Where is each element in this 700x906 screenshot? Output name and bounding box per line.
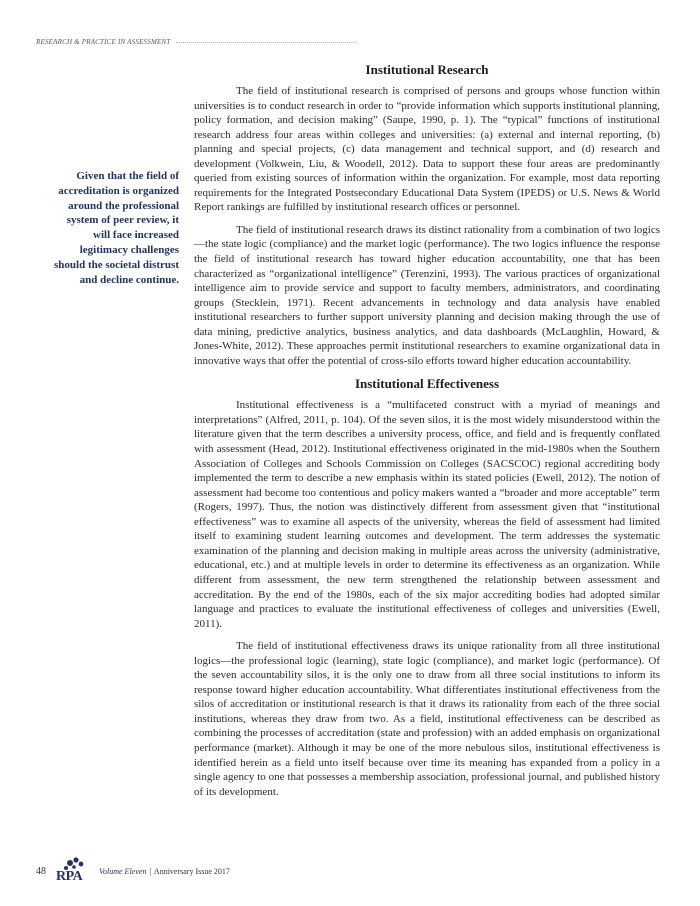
page-number: 48 (36, 865, 46, 877)
main-text-column (194, 62, 660, 807)
running-head-rule (176, 42, 356, 43)
footer-separator: | (149, 866, 151, 876)
paragraph: The field of institutional effectiveness draws its unique rationality from all three institutional logics—the professional logic (learning), state logic (compliance), and market logic (performance). Of the seven accountability silos, it is the only one to draw from all three social institutions to inform its response toward higher education accountability. What differentiates institutional effectiveness from the silos of accreditation or institutional research is that it draws its rationality from each of the three social institutions, whereas they draw from two. As a field, institutional effectiveness can be described as combining the processes of accreditation (state and profession) with an added emphasis on organizational performance (market). Although it may be one of the more nebulous silos, institutional effectiveness is identified herein as a field unto itself because over time its meaning has expanded from a policy in a single agency to one that possesses a membership association, professional journal, and published history of its development. (194, 640, 660, 798)
section-heading-institutional-effectiveness: Institutional Effectiveness (354, 376, 500, 392)
running-head (36, 36, 356, 48)
logo-text: RPA (56, 869, 83, 884)
paragraph: The field of institutional research is comprised of persons and groups whose function within universities is to conduct research in order to “provide information which supports institutional planning, policy formation, and decision making” (Saupe, 1990, p. 1). The “typical” functions of institutional research address four areas within colleges and universities: (a) external and internal reporting, (b) planning and special projects, (c) data management and technical support, and (d) research and development (Volkwein, Liu, & Woodell, 2012). Data to support these four areas are predominantly queried from existing sources of information within the organization. For example, most data reporting requirements for the Integrated Postsecondary Educational Data System (IPEDS) or U.S. News & World Report rankings are fulfilled by institutional research offices or personnel. (194, 85, 660, 214)
running-head-text: RESEARCH & PRACTICE IN ASSESSMENT (36, 38, 171, 46)
rpa-logo (56, 857, 94, 885)
issue-label: Anniversary Issue 2017 (153, 866, 230, 876)
volume-label: Volume Eleven (99, 866, 147, 876)
paragraph: Institutional effectiveness is a “multifaceted construct with a myriad of meanings and interpretations” (Alfred, 2011, p. 104). Of the seven silos, it is the most widely misunderstood within the literature given that the term describes a university process, office, and field and is frequently conflated with assessment (Head, 2012). Institutional effectiveness originated in the mid-1980s when the Southern Association of Colleges and Schools Commission on Colleges (SACSCOC) regional accrediting body implemented the term to describe a new emphasis within its stated policies (Ewell, 2012). The notion of assessment had become too contentious and policy makers wanted a “broader and more acceptable” term (Rogers, 1997). Thus, the notion was distinctively different from assessment given that “institutional effectiveness” was to examine all aspects of the university, whereas the field of assessment had limited itself to examining student learning outcomes and development. The term addresses the systematic examination of the planning and decision making in multiple areas across the university (administrative, educational, etc.) and at multiple levels in order to determine its effectiveness as an organization. While different from assessment, the new term strengthened the relationship between assessment and accreditation. By the end of the 1980s, each of the six major accrediting bodies had adopted similar language and practices to evaluate the institutional effectiveness of colleges and universities (Ewell, 2011). (194, 399, 660, 630)
paragraph: The field of institutional research draws its distinct rationality from a combination of two logics—the state logic (compliance) and the market logic (performance). The two logics influence the response the field of institutional research has toward higher education accountability, one that has been characterized as “organizational intelligence” (Terenzini, 1993). The various practices of organizational intelligence aim to provide service and support to faculty members, administrators, and coordinating groups (Stecklein, 1971). Recent advancements in technology and data analysis have enabled institutional researchers to further support university planning and decision making through the use of data mining, predictive analytics, business analytics, and data dashboards (McLaughlin, Howard, & Jones-White, 2012). These approaches permit institutional researchers to examine organizational data in innovative ways that offer the potential of cross-silo efforts toward higher education accountability. (194, 223, 660, 367)
page-footer (36, 856, 296, 886)
section-heading-institutional-research: Institutional Research (365, 62, 489, 77)
pull-quote: Given that the field of accreditation is organized around the professional system of peer review, it will face increased legitimacy challenges should the societal distrust and decline continue. (54, 170, 179, 286)
